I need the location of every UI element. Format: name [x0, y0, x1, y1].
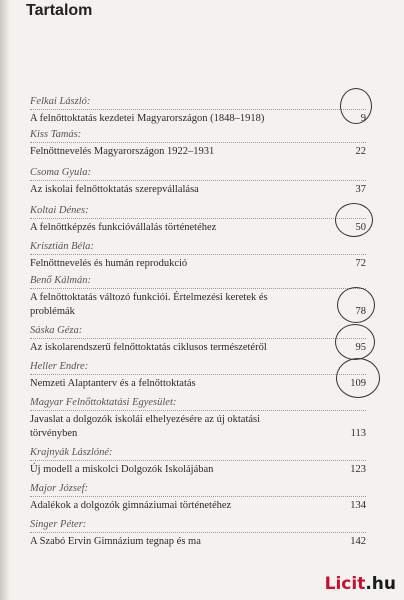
page-binding-shadow [0, 0, 10, 600]
toc-title: A felnőttképzés funkcióvállalás történetéhez [30, 222, 217, 233]
toc-title: A felnőttoktatás változó funkciói. Értelmezési keretek és problémák [30, 292, 268, 317]
dotted-rule [30, 374, 366, 375]
dotted-rule [30, 254, 366, 255]
toc-author: Kiss Tamás: [30, 129, 82, 140]
toc-author: Singer Péter: [30, 519, 87, 530]
toc-page-number: 109 [350, 378, 366, 389]
toc-entry [30, 446, 370, 477]
watermark-text-suffix: .hu [365, 574, 396, 594]
toc-author: Major József: [30, 483, 89, 494]
toc-entry [30, 396, 370, 441]
toc-author: Krisztián Béla: [30, 241, 94, 252]
toc-entry [30, 128, 370, 159]
toc-entry [30, 95, 370, 126]
toc-title: A felnőttoktatás kezdetei Magyarországon (1848–1918) [30, 113, 265, 124]
dotted-rule [30, 180, 366, 181]
toc-title: Javaslat a dolgozók iskolái elhelyezésére az új oktatási törvényben [30, 414, 261, 439]
dotted-rule [30, 410, 366, 411]
toc-title: Adalékok a dolgozók gimnáziumai történetéhez [30, 500, 232, 511]
toc-entry [30, 274, 370, 319]
toc-entry [30, 518, 370, 549]
toc-author: Magyar Felnőttoktatási Egyesület: [30, 397, 177, 408]
toc-title: Az iskolai felnőttoktatás szerepvállalása [30, 184, 199, 195]
toc-page-number: 37 [355, 184, 366, 195]
toc-author: Csoma Gyula: [30, 167, 91, 178]
toc-title: Nemzeti Alaptanterv és a felnőttoktatás [30, 378, 196, 389]
toc-author: Felkai László: [30, 96, 91, 107]
toc-entry [30, 166, 370, 197]
dotted-rule [30, 338, 366, 339]
toc-entry [30, 204, 370, 235]
watermark-text-main: Licit [324, 574, 366, 594]
toc-title: Felnőttnevelés és humán reprodukció [30, 258, 188, 269]
toc-page-number: 95 [355, 342, 366, 353]
dotted-rule [30, 532, 366, 533]
toc-author: Heller Endre: [30, 361, 89, 372]
toc-page-number: 142 [350, 536, 366, 547]
toc-page-number: 9 [360, 113, 366, 124]
toc-page-number: 123 [350, 464, 366, 475]
page-title: Tartalom [26, 2, 93, 19]
toc-author: Benő Kálmán: [30, 275, 91, 286]
toc-author: Krajnyák Lászlóné: [30, 447, 113, 458]
toc-entry [30, 324, 370, 355]
dotted-rule [30, 109, 366, 110]
toc-entry [30, 482, 370, 513]
dotted-rule [30, 218, 366, 219]
toc-author: Koltai Dénes: [30, 205, 89, 216]
toc-page-number: 113 [350, 428, 366, 439]
toc-title: Új modell a miskolci Dolgozók Iskolájában [30, 464, 214, 475]
toc-title: Az iskolarendszerű felnőttoktatás ciklusos természetéről [30, 342, 267, 353]
toc-title: Felnőttnevelés Magyarországon 1922–1931 [30, 146, 215, 157]
toc-page-number: 22 [355, 146, 366, 157]
dotted-rule [30, 142, 366, 143]
watermark-logo [325, 574, 396, 594]
toc-page-number: 50 [355, 222, 366, 233]
dotted-rule [30, 288, 366, 289]
toc-author: Sáska Géza: [30, 325, 83, 336]
toc-title: A Szabó Ervin Gimnázium tegnap és ma [30, 536, 201, 547]
toc-entry [30, 240, 370, 271]
toc-page-number: 134 [350, 500, 366, 511]
toc-page-number: 78 [355, 306, 366, 317]
dotted-rule [30, 460, 366, 461]
dotted-rule [30, 496, 366, 497]
toc-entry [30, 360, 370, 391]
toc-page-number: 72 [355, 258, 366, 269]
